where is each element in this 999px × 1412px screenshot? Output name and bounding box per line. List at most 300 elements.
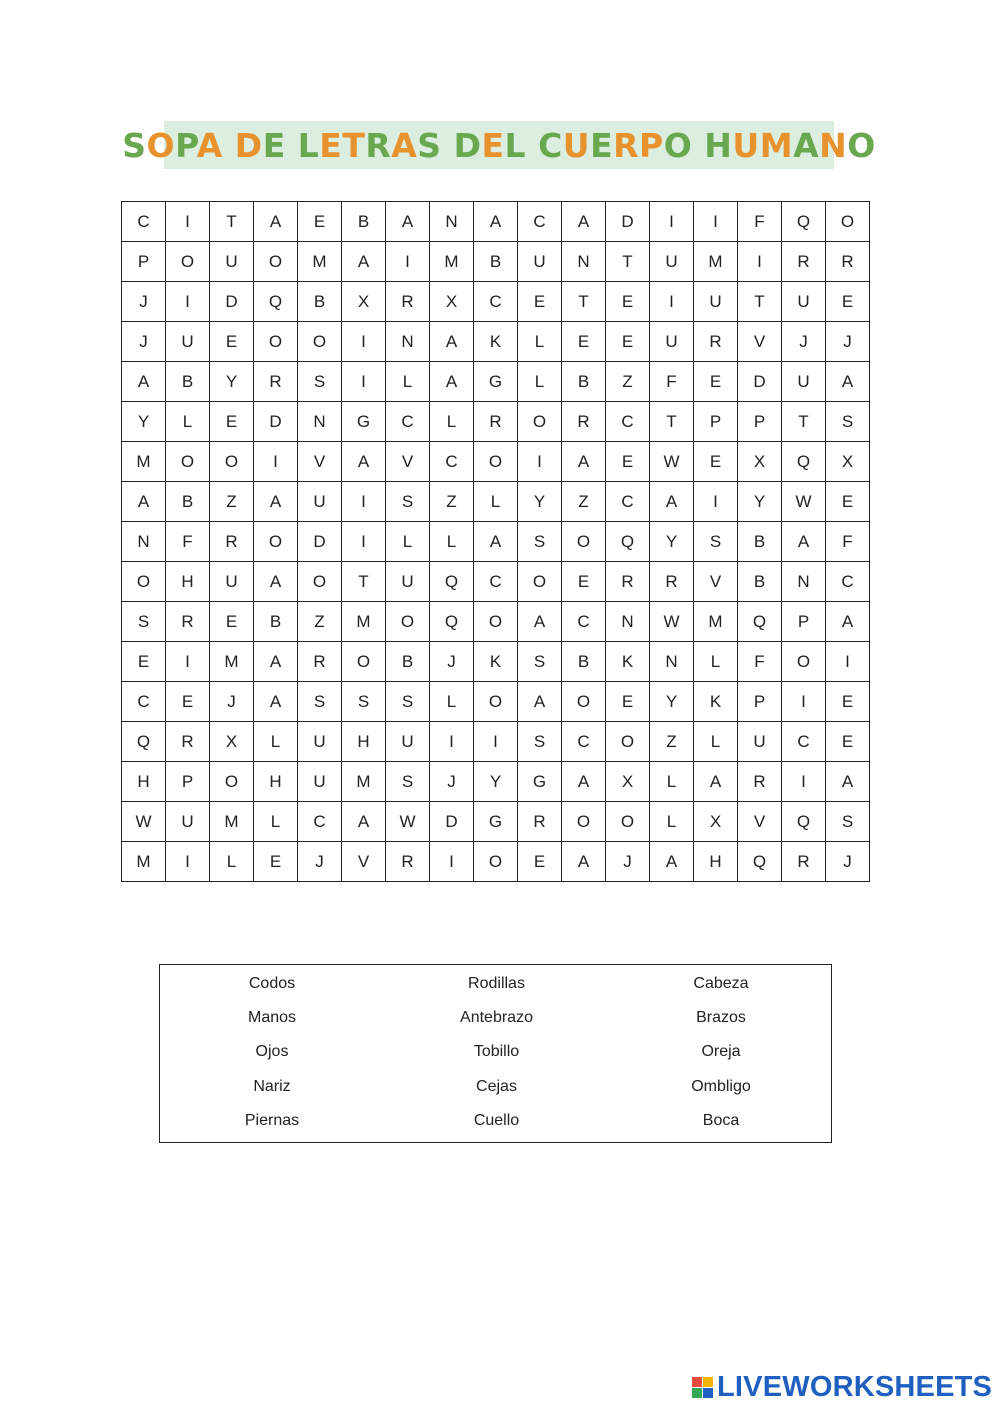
grid-cell[interactable]: S [694, 522, 738, 562]
grid-cell[interactable]: E [606, 322, 650, 362]
grid-cell[interactable]: S [386, 682, 430, 722]
grid-cell[interactable]: X [738, 442, 782, 482]
grid-cell[interactable]: D [606, 202, 650, 242]
grid-cell[interactable]: A [474, 202, 518, 242]
grid-cell[interactable]: E [826, 482, 870, 522]
grid-cell[interactable]: E [166, 682, 210, 722]
grid-cell[interactable]: I [342, 522, 386, 562]
grid-cell[interactable]: X [826, 442, 870, 482]
grid-cell[interactable]: P [122, 242, 166, 282]
grid-cell[interactable]: G [474, 802, 518, 842]
grid-cell[interactable]: P [694, 402, 738, 442]
grid-cell[interactable]: T [342, 562, 386, 602]
grid-cell[interactable]: R [738, 762, 782, 802]
grid-cell[interactable]: L [518, 362, 562, 402]
grid-cell[interactable]: E [518, 842, 562, 882]
grid-row [122, 482, 870, 522]
grid-cell[interactable]: W [782, 482, 826, 522]
grid-cell[interactable]: J [122, 322, 166, 362]
grid-cell[interactable]: O [166, 242, 210, 282]
grid-cell[interactable]: C [562, 602, 606, 642]
grid-cell[interactable]: E [298, 202, 342, 242]
grid-cell[interactable]: O [606, 722, 650, 762]
grid-cell[interactable]: U [210, 242, 254, 282]
grid-cell[interactable]: U [298, 482, 342, 522]
grid-cell[interactable]: R [606, 562, 650, 602]
grid-cell[interactable]: I [386, 242, 430, 282]
grid-cell[interactable]: L [386, 362, 430, 402]
grid-cell[interactable]: R [386, 842, 430, 882]
grid-cell[interactable]: Y [210, 362, 254, 402]
grid-cell[interactable]: Z [430, 482, 474, 522]
grid-cell[interactable]: I [738, 242, 782, 282]
grid-cell[interactable]: M [342, 762, 386, 802]
grid-cell[interactable]: E [694, 362, 738, 402]
grid-cell[interactable]: A [650, 842, 694, 882]
grid-cell[interactable]: U [166, 802, 210, 842]
grid-cell[interactable]: Y [738, 482, 782, 522]
grid-cell[interactable]: S [518, 522, 562, 562]
grid-cell[interactable]: T [606, 242, 650, 282]
grid-cell[interactable]: L [694, 642, 738, 682]
grid-cell[interactable]: N [606, 602, 650, 642]
grid-cell[interactable]: J [782, 322, 826, 362]
word-list-item: Oreja [701, 1043, 741, 1061]
grid-cell[interactable]: R [298, 642, 342, 682]
grid-cell[interactable]: P [738, 402, 782, 442]
grid-cell[interactable]: R [694, 322, 738, 362]
grid-cell[interactable]: P [782, 602, 826, 642]
grid-cell[interactable]: L [166, 402, 210, 442]
grid-cell[interactable]: O [298, 562, 342, 602]
grid-cell[interactable]: J [606, 842, 650, 882]
grid-cell[interactable]: M [694, 602, 738, 642]
grid-cell[interactable]: D [430, 802, 474, 842]
grid-cell[interactable]: D [738, 362, 782, 402]
grid-cell[interactable]: B [166, 362, 210, 402]
grid-cell[interactable]: L [650, 762, 694, 802]
grid-cell[interactable]: A [122, 482, 166, 522]
grid-cell[interactable]: E [562, 322, 606, 362]
grid-cell[interactable]: A [254, 682, 298, 722]
grid-cell[interactable]: K [474, 642, 518, 682]
grid-cell[interactable]: S [826, 402, 870, 442]
grid-cell[interactable]: G [342, 402, 386, 442]
grid-cell[interactable]: Z [606, 362, 650, 402]
grid-cell[interactable]: B [342, 202, 386, 242]
grid-cell[interactable]: O [826, 202, 870, 242]
grid-cell[interactable]: R [210, 522, 254, 562]
grid-cell[interactable]: D [210, 282, 254, 322]
grid-cell[interactable]: B [562, 642, 606, 682]
grid-cell[interactable]: V [738, 802, 782, 842]
grid-cell[interactable]: A [826, 362, 870, 402]
grid-cell[interactable]: S [298, 362, 342, 402]
grid-cell[interactable]: X [342, 282, 386, 322]
word-list-item: Cuello [473, 1111, 520, 1129]
grid-cell[interactable]: P [166, 762, 210, 802]
grid-cell[interactable]: S [826, 802, 870, 842]
grid-cell[interactable]: J [826, 842, 870, 882]
grid-cell[interactable]: I [782, 682, 826, 722]
grid-cell[interactable]: O [474, 842, 518, 882]
grid-cell[interactable]: S [518, 722, 562, 762]
grid-cell[interactable]: A [254, 202, 298, 242]
grid-cell[interactable]: U [518, 242, 562, 282]
grid-cell[interactable]: O [166, 442, 210, 482]
logo-square [703, 1388, 713, 1398]
grid-cell[interactable]: A [782, 522, 826, 562]
grid-cell[interactable]: J [430, 642, 474, 682]
grid-cell[interactable]: L [430, 402, 474, 442]
grid-cell[interactable]: M [298, 242, 342, 282]
grid-cell[interactable]: O [342, 642, 386, 682]
grid-cell[interactable]: J [430, 762, 474, 802]
grid-cell[interactable]: F [826, 522, 870, 562]
grid-cell[interactable]: Q [738, 842, 782, 882]
grid-cell[interactable]: T [562, 282, 606, 322]
grid-cell[interactable]: M [210, 642, 254, 682]
grid-cell[interactable]: U [782, 282, 826, 322]
grid-cell[interactable]: Z [210, 482, 254, 522]
grid-cell[interactable]: O [254, 242, 298, 282]
grid-cell[interactable]: B [738, 562, 782, 602]
grid-cell[interactable]: H [254, 762, 298, 802]
logo-text: LIVEWORKSHEETS [717, 1370, 993, 1403]
grid-cell[interactable]: E [254, 842, 298, 882]
grid-cell[interactable]: U [386, 562, 430, 602]
grid-cell[interactable]: U [166, 322, 210, 362]
grid-cell[interactable]: Z [298, 602, 342, 642]
grid-cell[interactable]: J [122, 282, 166, 322]
grid-cell[interactable]: R [518, 802, 562, 842]
grid-cell[interactable]: F [738, 202, 782, 242]
grid-cell[interactable]: R [826, 242, 870, 282]
grid-cell[interactable]: X [606, 762, 650, 802]
grid-cell[interactable]: V [694, 562, 738, 602]
grid-cell[interactable]: O [474, 682, 518, 722]
grid-cell[interactable]: B [386, 642, 430, 682]
grid-cell[interactable]: V [386, 442, 430, 482]
grid-cell[interactable]: C [122, 202, 166, 242]
grid-cell[interactable]: M [210, 802, 254, 842]
grid-cell[interactable]: X [210, 722, 254, 762]
grid-cell[interactable]: B [474, 242, 518, 282]
grid-cell[interactable]: O [254, 322, 298, 362]
grid-cell[interactable]: J [826, 322, 870, 362]
grid-cell[interactable]: G [474, 362, 518, 402]
grid-cell[interactable]: X [694, 802, 738, 842]
grid-cell[interactable]: F [650, 362, 694, 402]
grid-cell[interactable]: O [518, 562, 562, 602]
grid-cell[interactable]: A [562, 842, 606, 882]
grid-cell[interactable]: O [606, 802, 650, 842]
grid-cell[interactable]: C [474, 562, 518, 602]
grid-cell[interactable]: E [826, 282, 870, 322]
grid-cell[interactable]: N [782, 562, 826, 602]
grid-cell[interactable]: A [562, 202, 606, 242]
grid-cell[interactable]: A [342, 802, 386, 842]
grid-cell[interactable]: U [650, 242, 694, 282]
grid-cell[interactable]: U [298, 762, 342, 802]
grid-cell[interactable]: C [782, 722, 826, 762]
grid-cell[interactable]: O [474, 442, 518, 482]
grid-cell[interactable]: Q [782, 802, 826, 842]
grid-cell[interactable]: I [650, 282, 694, 322]
grid-cell[interactable]: D [254, 402, 298, 442]
grid-cell[interactable]: K [694, 682, 738, 722]
grid-cell[interactable]: E [210, 402, 254, 442]
grid-cell[interactable]: C [386, 402, 430, 442]
grid-cell[interactable]: A [254, 642, 298, 682]
grid-cell[interactable]: O [474, 602, 518, 642]
grid-cell[interactable]: I [166, 642, 210, 682]
grid-cell[interactable]: E [210, 322, 254, 362]
grid-cell[interactable]: H [342, 722, 386, 762]
grid-cell[interactable]: H [166, 562, 210, 602]
grid-cell[interactable]: R [650, 562, 694, 602]
grid-cell[interactable]: A [342, 242, 386, 282]
grid-cell[interactable]: T [650, 402, 694, 442]
grid-cell[interactable]: O [298, 322, 342, 362]
grid-cell[interactable]: M [122, 442, 166, 482]
grid-cell[interactable]: C [562, 722, 606, 762]
grid-cell[interactable]: W [650, 602, 694, 642]
grid-cell[interactable]: I [166, 282, 210, 322]
grid-cell[interactable]: E [518, 282, 562, 322]
grid-cell[interactable]: R [782, 842, 826, 882]
grid-cell[interactable]: K [474, 322, 518, 362]
grid-cell[interactable]: A [430, 322, 474, 362]
grid-cell[interactable]: L [210, 842, 254, 882]
grid-cell[interactable]: E [606, 682, 650, 722]
grid-cell[interactable]: R [474, 402, 518, 442]
grid-row [122, 322, 870, 362]
grid-cell[interactable]: N [430, 202, 474, 242]
grid-cell[interactable]: R [254, 362, 298, 402]
grid-cell[interactable]: A [826, 762, 870, 802]
grid-cell[interactable]: C [430, 442, 474, 482]
grid-cell[interactable]: M [430, 242, 474, 282]
grid-cell[interactable]: Q [782, 442, 826, 482]
grid-cell[interactable]: M [122, 842, 166, 882]
grid-cell[interactable]: A [650, 482, 694, 522]
grid-cell[interactable]: B [166, 482, 210, 522]
grid-cell[interactable]: Q [122, 722, 166, 762]
grid-cell[interactable]: S [342, 682, 386, 722]
grid-cell[interactable]: W [386, 802, 430, 842]
grid-cell[interactable]: A [122, 362, 166, 402]
grid-cell[interactable]: B [298, 282, 342, 322]
grid-cell[interactable]: W [122, 802, 166, 842]
grid-cell[interactable]: A [562, 442, 606, 482]
grid-cell[interactable]: A [562, 762, 606, 802]
grid-cell[interactable]: Y [650, 522, 694, 562]
grid-cell[interactable]: U [782, 362, 826, 402]
grid-cell[interactable]: Q [430, 562, 474, 602]
grid-cell[interactable]: A [254, 562, 298, 602]
grid-cell[interactable]: H [122, 762, 166, 802]
grid-cell[interactable]: Q [254, 282, 298, 322]
grid-cell[interactable]: T [782, 402, 826, 442]
grid-cell[interactable]: V [298, 442, 342, 482]
grid-cell[interactable]: N [298, 402, 342, 442]
grid-cell[interactable]: A [254, 482, 298, 522]
grid-cell[interactable]: L [254, 722, 298, 762]
grid-cell[interactable]: A [694, 762, 738, 802]
grid-cell[interactable]: U [210, 562, 254, 602]
grid-cell[interactable]: F [166, 522, 210, 562]
grid-row [122, 642, 870, 682]
grid-cell[interactable]: Q [738, 602, 782, 642]
grid-cell[interactable]: E [122, 642, 166, 682]
grid-cell[interactable]: E [826, 682, 870, 722]
grid-cell[interactable]: C [298, 802, 342, 842]
grid-cell[interactable]: O [254, 522, 298, 562]
grid-cell[interactable]: B [738, 522, 782, 562]
grid-cell[interactable]: O [562, 522, 606, 562]
grid-cell[interactable]: Y [122, 402, 166, 442]
grid-cell[interactable]: D [298, 522, 342, 562]
grid-cell[interactable]: I [342, 482, 386, 522]
grid-cell[interactable]: N [650, 642, 694, 682]
grid-cell[interactable]: T [738, 282, 782, 322]
grid-cell[interactable]: T [210, 202, 254, 242]
grid-cell[interactable]: F [738, 642, 782, 682]
grid-cell[interactable]: L [694, 722, 738, 762]
grid-cell[interactable]: O [210, 442, 254, 482]
grid-cell[interactable]: O [386, 602, 430, 642]
grid-cell[interactable]: R [166, 602, 210, 642]
grid-cell[interactable]: L [386, 522, 430, 562]
grid-cell[interactable]: I [166, 202, 210, 242]
grid-cell[interactable]: B [562, 362, 606, 402]
grid-cell[interactable]: R [166, 722, 210, 762]
grid-cell[interactable]: L [474, 482, 518, 522]
grid-cell[interactable]: I [694, 202, 738, 242]
grid-cell[interactable]: Z [562, 482, 606, 522]
grid-cell[interactable]: X [430, 282, 474, 322]
grid-cell[interactable]: V [342, 842, 386, 882]
grid-cell[interactable]: U [298, 722, 342, 762]
grid-cell[interactable]: C [826, 562, 870, 602]
grid-cell[interactable]: E [210, 602, 254, 642]
grid-cell[interactable]: A [826, 602, 870, 642]
grid-cell[interactable]: A [474, 522, 518, 562]
grid-cell[interactable]: O [210, 762, 254, 802]
grid-cell[interactable]: C [122, 682, 166, 722]
grid-cell[interactable]: R [386, 282, 430, 322]
grid-cell[interactable]: S [518, 642, 562, 682]
grid-cell[interactable]: G [518, 762, 562, 802]
grid-cell[interactable]: N [122, 522, 166, 562]
grid-cell[interactable]: C [606, 402, 650, 442]
grid-cell[interactable]: O [518, 402, 562, 442]
grid-cell[interactable]: C [518, 202, 562, 242]
grid-cell[interactable]: I [518, 442, 562, 482]
grid-cell[interactable]: W [650, 442, 694, 482]
grid-cell[interactable]: I [342, 362, 386, 402]
grid-cell[interactable]: I [650, 202, 694, 242]
grid-cell[interactable]: J [210, 682, 254, 722]
grid-cell[interactable]: C [606, 482, 650, 522]
grid-cell[interactable]: P [738, 682, 782, 722]
grid-cell[interactable]: E [606, 442, 650, 482]
grid-cell[interactable]: K [606, 642, 650, 682]
grid-cell[interactable]: I [826, 642, 870, 682]
grid-cell[interactable]: I [474, 722, 518, 762]
grid-cell[interactable]: U [650, 322, 694, 362]
grid-cell[interactable]: M [342, 602, 386, 642]
grid-cell[interactable]: E [562, 562, 606, 602]
grid-cell[interactable]: H [694, 842, 738, 882]
grid-cell[interactable]: A [430, 362, 474, 402]
grid-cell[interactable]: M [694, 242, 738, 282]
grid-cell[interactable]: O [562, 682, 606, 722]
grid-cell[interactable]: O [122, 562, 166, 602]
grid-cell[interactable]: Q [606, 522, 650, 562]
grid-cell[interactable]: Y [474, 762, 518, 802]
grid-cell[interactable]: O [562, 802, 606, 842]
grid-cell[interactable]: I [430, 842, 474, 882]
grid-cell[interactable]: Y [518, 482, 562, 522]
grid-cell[interactable]: S [122, 602, 166, 642]
grid-cell[interactable]: E [826, 722, 870, 762]
word-list-item: Manos [247, 1009, 297, 1027]
grid-cell[interactable]: S [386, 762, 430, 802]
grid-cell[interactable]: O [782, 642, 826, 682]
grid-cell[interactable]: I [342, 322, 386, 362]
grid-cell[interactable]: R [562, 402, 606, 442]
grid-cell[interactable]: I [430, 722, 474, 762]
grid-row [122, 442, 870, 482]
grid-cell[interactable]: V [738, 322, 782, 362]
grid-cell[interactable]: A [518, 682, 562, 722]
grid-cell[interactable]: L [254, 802, 298, 842]
grid-cell[interactable]: U [694, 282, 738, 322]
grid-cell[interactable]: A [386, 202, 430, 242]
grid-cell[interactable]: N [386, 322, 430, 362]
grid-cell[interactable]: S [386, 482, 430, 522]
grid-cell[interactable]: Q [430, 602, 474, 642]
grid-cell[interactable]: L [518, 322, 562, 362]
grid-cell[interactable]: Q [782, 202, 826, 242]
grid-cell[interactable]: S [298, 682, 342, 722]
grid-cell[interactable]: U [386, 722, 430, 762]
grid-cell[interactable]: A [518, 602, 562, 642]
grid-cell[interactable]: U [738, 722, 782, 762]
grid-cell[interactable]: Y [650, 682, 694, 722]
grid-cell[interactable]: R [782, 242, 826, 282]
grid-cell[interactable]: C [474, 282, 518, 322]
grid-cell[interactable]: N [562, 242, 606, 282]
grid-cell[interactable]: B [254, 602, 298, 642]
liveworksheets-logo[interactable] [692, 1372, 992, 1402]
grid-cell[interactable]: I [782, 762, 826, 802]
grid-cell[interactable]: L [430, 522, 474, 562]
grid-cell[interactable]: I [166, 842, 210, 882]
grid-cell[interactable]: I [694, 482, 738, 522]
word-list-item: Brazos [696, 1009, 746, 1027]
grid-cell[interactable]: L [650, 802, 694, 842]
grid-cell[interactable]: Z [650, 722, 694, 762]
grid-cell[interactable]: E [606, 282, 650, 322]
grid-cell[interactable]: J [298, 842, 342, 882]
grid-cell[interactable]: I [254, 442, 298, 482]
grid-cell[interactable]: E [694, 442, 738, 482]
grid-cell[interactable]: A [342, 442, 386, 482]
grid-cell[interactable]: L [430, 682, 474, 722]
